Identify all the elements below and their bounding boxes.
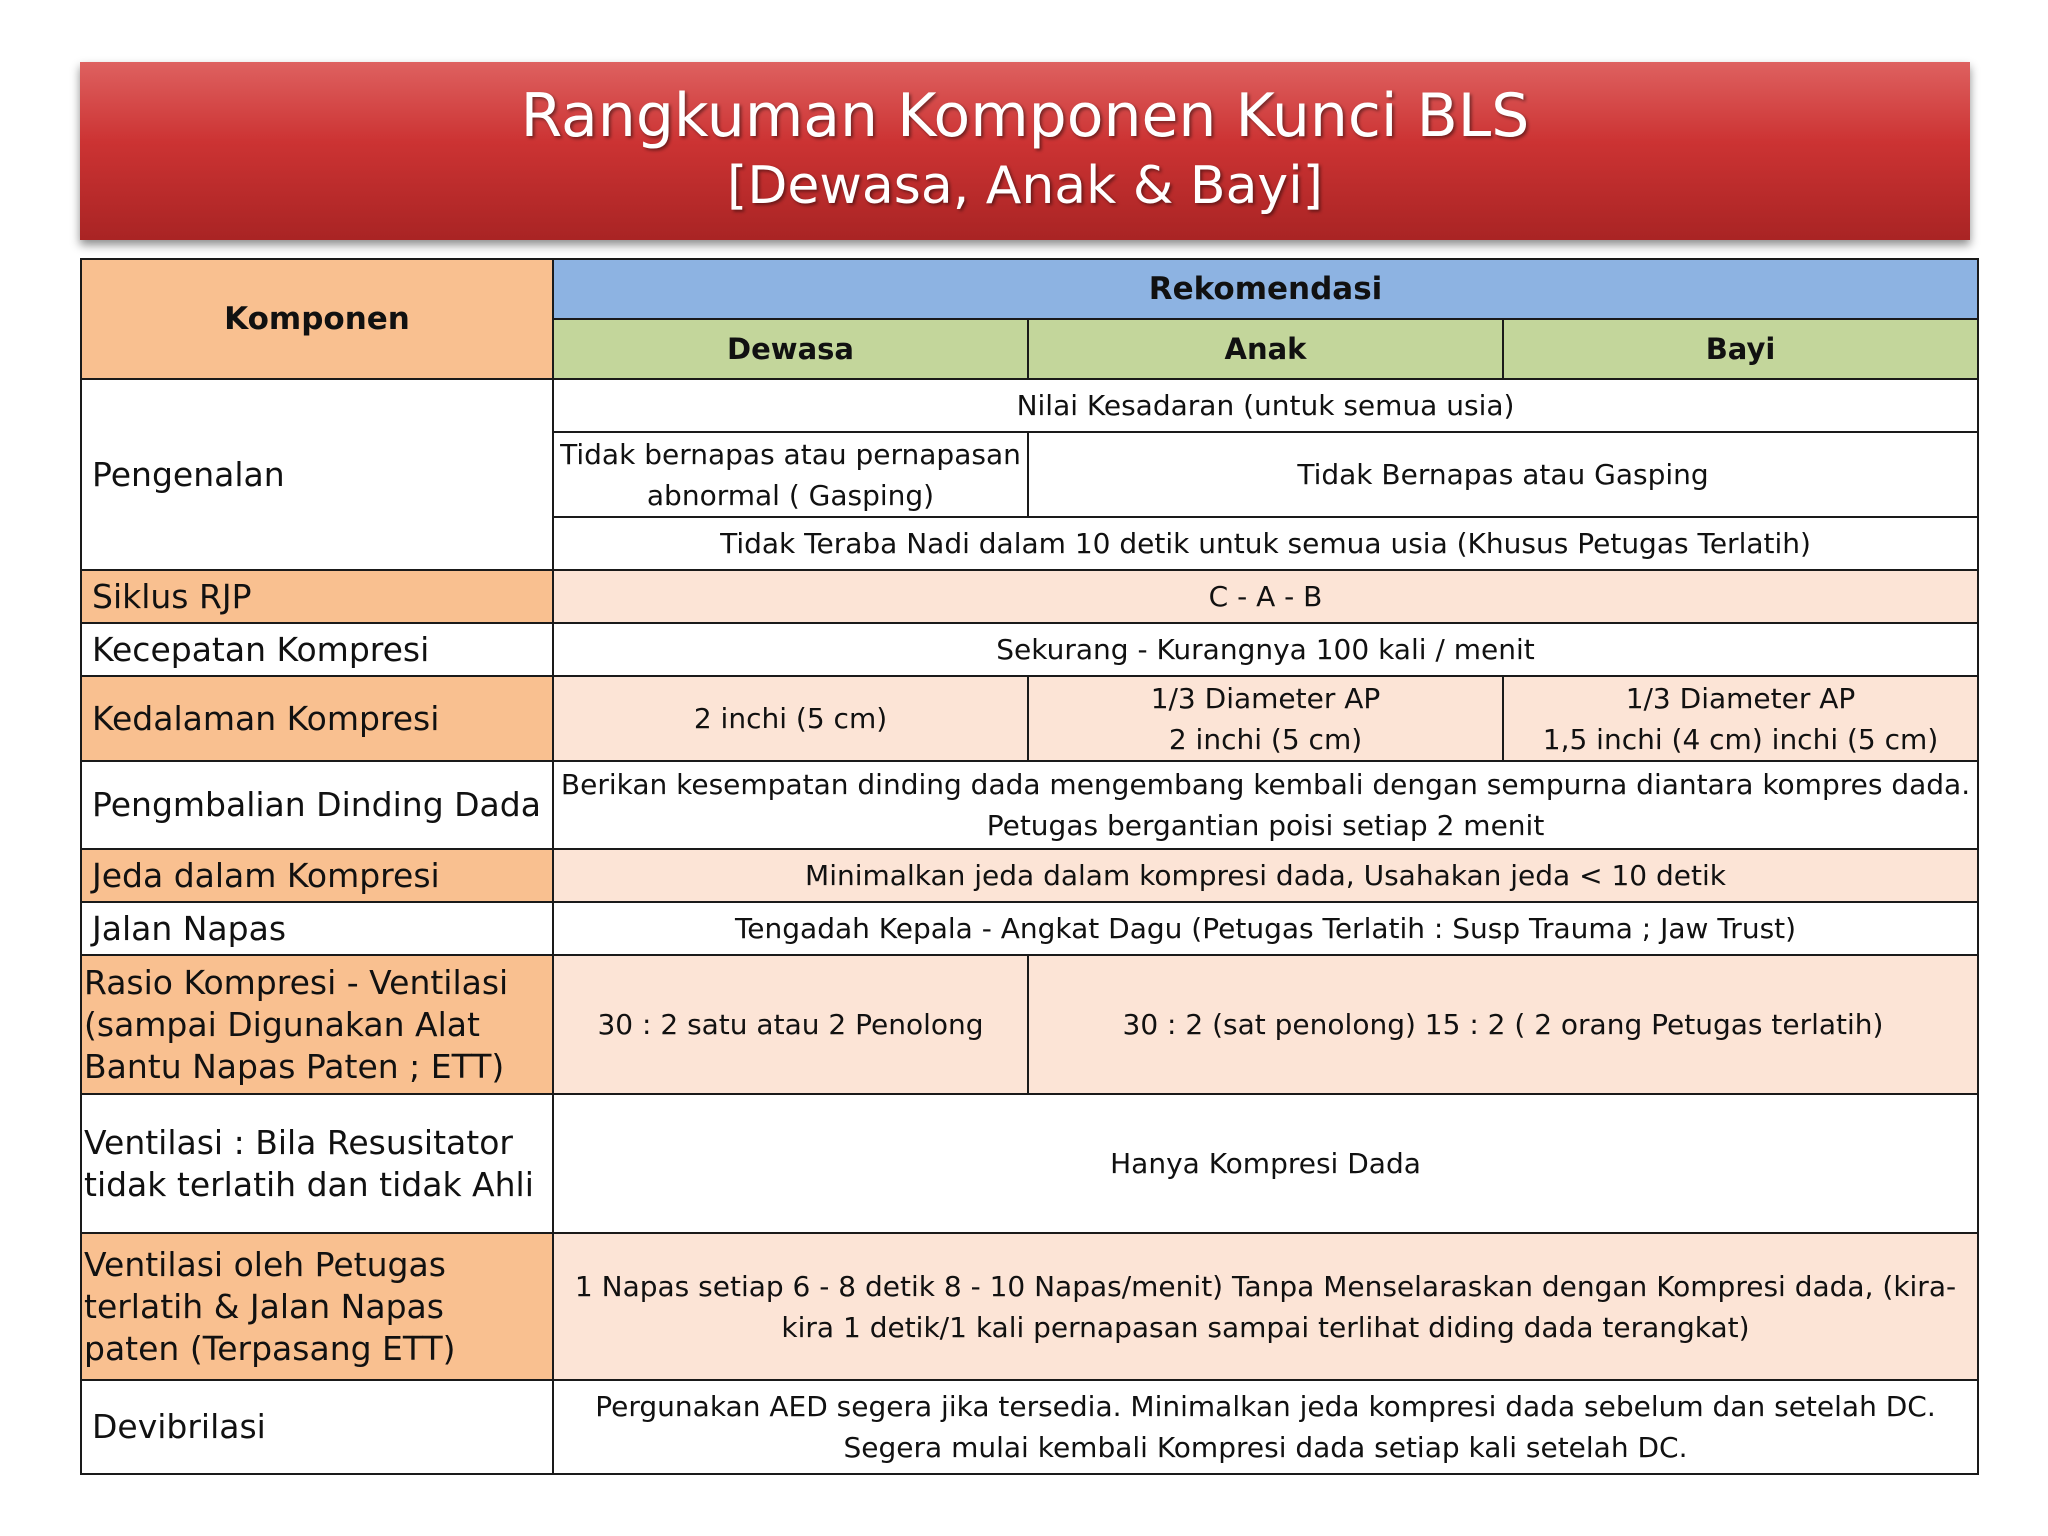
table-row <box>81 761 1978 849</box>
header-komponen: Komponen <box>81 259 553 379</box>
ventilasi-awam-value: Hanya Kompresi Dada <box>553 1094 1978 1233</box>
pengembalian-value <box>553 761 1978 849</box>
row-label-pengenalan: Pengenalan <box>81 379 553 570</box>
devibrilasi-line1: Pergunakan AED segera jika tersedia. Minimalkan jeda kompresi dada sebelum dan setelah DC. <box>595 1390 1936 1423</box>
header-dewasa: Dewasa <box>553 319 1028 379</box>
table-row <box>81 849 1978 902</box>
table-row <box>81 379 1978 432</box>
table-row <box>81 902 1978 955</box>
pengenalan-nadi: Tidak Teraba Nadi dalam 10 detik untuk semua usia (Khusus Petugas Terlatih) <box>553 517 1978 570</box>
pengenalan-napas-dewasa: Tidak bernapas atau pernapasan abnormal ( Gasping) <box>553 432 1028 517</box>
rasio-anak-bayi: 30 : 2 (sat penolong) 15 : 2 ( 2 orang Petugas terlatih) <box>1028 955 1978 1094</box>
title-main: Rangkuman Komponen Kunci BLS <box>520 81 1530 151</box>
pengembalian-line1: Berikan kesempatan dinding dada mengembang kembali dengan sempurna diantara kompres dada. <box>560 768 1971 801</box>
kedalaman-anak-line1: 1/3 Diameter AP <box>1150 681 1381 715</box>
kecepatan-value: Sekurang - Kurangnya 100 kali / menit <box>553 623 1978 676</box>
pengenalan-napas-anak-bayi: Tidak Bernapas atau Gasping <box>1028 432 1978 517</box>
header-bayi: Bayi <box>1503 319 1978 379</box>
row-label-jalan-napas: Jalan Napas <box>81 902 553 955</box>
jalan-napas-value: Tengadah Kepala - Angkat Dagu (Petugas Terlatih : Susp Trauma ; Jaw Trust) <box>553 902 1978 955</box>
devibrilasi-value <box>553 1380 1978 1474</box>
kedalaman-dewasa: 2 inchi (5 cm) <box>553 676 1028 761</box>
table-row <box>81 570 1978 623</box>
pengenalan-kesadaran: Nilai Kesadaran (untuk semua usia) <box>553 379 1978 432</box>
kedalaman-anak <box>1028 676 1503 761</box>
title-banner <box>80 62 1970 240</box>
table-row <box>81 955 1978 1094</box>
title-sub: [Dewasa, Anak & Bayi] <box>727 156 1323 216</box>
bls-summary-table <box>80 258 1979 1475</box>
kedalaman-bayi-line1: 1/3 Diameter AP <box>1625 681 1856 715</box>
pengembalian-line2: Petugas bergantian poisi setiap 2 menit <box>986 809 1545 842</box>
row-label-ventilasi-awam: Ventilasi : Bila Resusitator tidak terlatih dan tidak Ahli <box>81 1094 553 1233</box>
row-label-kedalaman: Kedalaman Kompresi <box>81 676 553 761</box>
row-label-jeda: Jeda dalam Kompresi <box>81 849 553 902</box>
row-label-rasio: Rasio Kompresi - Ventilasi (sampai Digunakan Alat Bantu Napas Paten ; ETT) <box>81 955 553 1094</box>
header-anak: Anak <box>1028 319 1503 379</box>
table-row <box>81 1380 1978 1474</box>
row-label-ventilasi-petugas: Ventilasi oleh Petugas terlatih & Jalan Napas paten (Terpasang ETT) <box>81 1233 553 1380</box>
row-label-pengembalian: Pengmbalian Dinding Dada <box>81 761 553 849</box>
devibrilasi-line2: Segera mulai kembali Kompresi dada setiap kali setelah DC. <box>843 1431 1688 1464</box>
table-row <box>81 1233 1978 1380</box>
kedalaman-bayi <box>1503 676 1978 761</box>
jeda-value: Minimalkan jeda dalam kompresi dada, Usahakan jeda < 10 detik <box>553 849 1978 902</box>
header-rekomendasi: Rekomendasi <box>553 259 1978 319</box>
row-label-devibrilasi: Devibrilasi <box>81 1380 553 1474</box>
table-header-row <box>81 259 1978 319</box>
rasio-dewasa: 30 : 2 satu atau 2 Penolong <box>553 955 1028 1094</box>
siklus-value: C - A - B <box>553 570 1978 623</box>
kedalaman-anak-line2: 2 inchi (5 cm) <box>1168 722 1363 756</box>
table-row <box>81 623 1978 676</box>
row-label-siklus: Siklus RJP <box>81 570 553 623</box>
ventilasi-petugas-value: 1 Napas setiap 6 - 8 detik 8 - 10 Napas/menit) Tanpa Menselaraskan dengan Kompresi dada, (kira-kira 1 detik/1 kali pernapasan sampai terlihat diding dada terangkat) <box>553 1233 1978 1380</box>
table-row <box>81 676 1978 761</box>
kedalaman-bayi-line2: 1,5 inchi (4 cm) inchi (5 cm) <box>1542 722 1939 756</box>
table-row <box>81 1094 1978 1233</box>
row-label-kecepatan: Kecepatan Kompresi <box>81 623 553 676</box>
